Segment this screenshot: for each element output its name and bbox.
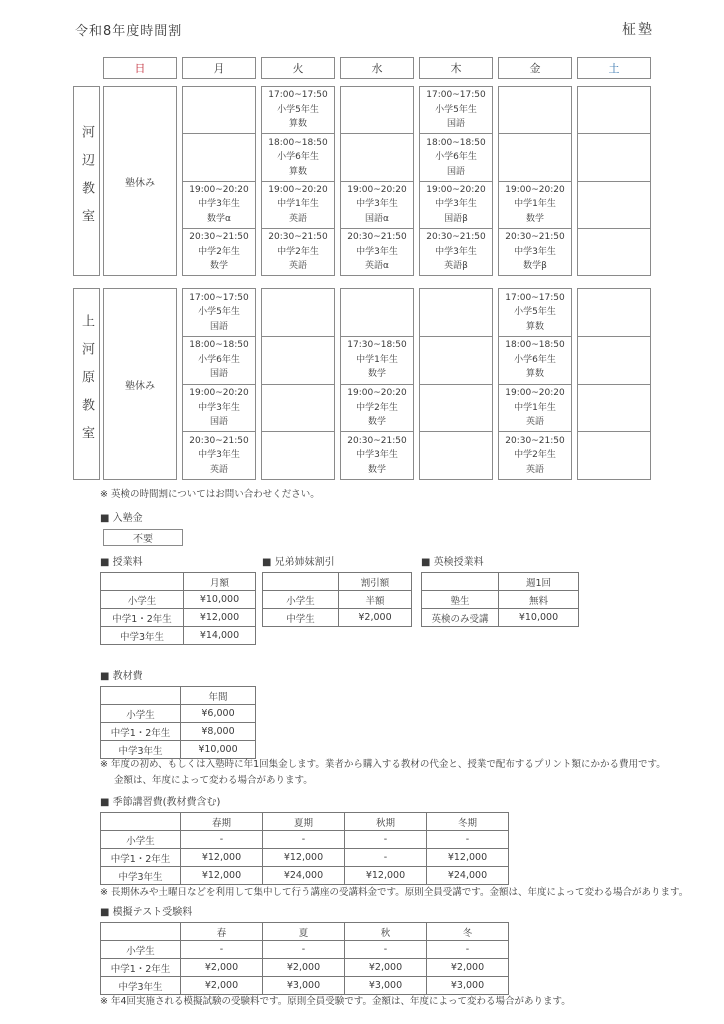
slot-time: 20:30~21:50 [189,232,249,243]
fee-header-row [263,573,412,591]
fee-value: ¥14,000 [184,627,256,645]
slot-time: 20:30~21:50 [189,435,249,446]
empty-slot [420,336,492,384]
fee-row-label: 小学生 [101,591,184,609]
slot-grade: 中学3年生 [435,199,477,210]
slot-subject: 算数 [288,166,307,177]
day-header-tue [261,57,335,79]
fee-header-row [101,923,509,941]
mock-test-fee-block [100,903,509,995]
note-materials-line1: ※ 年度の初め、もしくは入塾時に年1回集金します。業者から購入する教材の代金と、授業で配布するプリント類にかかる費用です。 [100,759,666,770]
day-column-tue [261,288,335,480]
fee-value: - [345,941,427,959]
slot-time: 17:00~17:50 [189,292,249,303]
class-slot [341,431,413,479]
slot-grade: 中学1年生 [514,402,556,413]
empty-slot [578,228,650,275]
empty-slot [499,133,571,180]
class-slot [262,181,334,228]
day-label: 木 [450,62,462,75]
closed-day-cell [104,289,176,479]
classroom-label-box [73,288,100,480]
fee-column-header [263,573,339,591]
materials-title: ■ 教材費 [100,671,143,682]
seasonal-table [100,812,509,885]
day-header-row [103,57,651,79]
fee-value: ¥2,000 [181,959,263,977]
class-slot [183,431,255,479]
fee-value: - [345,831,427,849]
empty-slot [262,384,334,432]
day-column-fri [498,86,572,276]
slot-grade: 小学5年生 [198,307,240,318]
classroom-name: 河辺教室 [79,125,94,237]
slot-time: 19:00~20:20 [505,184,565,195]
timetable-section-kawabe [73,86,651,276]
slot-subject: 英語 [525,417,544,428]
fee-header-row [101,687,256,705]
class-slot [183,181,255,228]
slot-grade: 中学3年生 [198,199,240,210]
slot-grade: 中学3年生 [514,246,556,257]
fee-value: ¥3,000 [427,977,509,995]
fee-value: ¥10,000 [184,591,256,609]
slot-grade: 中学2年生 [198,246,240,257]
materials-fee-block [100,667,256,759]
class-slot [183,228,255,275]
class-slot [183,336,255,384]
day-header-fri [498,57,572,79]
slot-subject: 数学 [367,464,386,475]
fee-column-header: 春期 [181,813,263,831]
empty-slot [262,289,334,336]
day-header-wed [340,57,414,79]
class-slot [499,289,571,336]
fee-value: ¥10,000 [499,609,579,627]
slot-grade: 小学6年生 [514,354,556,365]
fee-row [101,849,509,867]
slot-time: 19:00~20:20 [347,388,407,399]
fee-value: - [181,831,263,849]
empty-slot [341,133,413,180]
fee-value: ¥3,000 [263,977,345,995]
slot-subject: 数学 [367,417,386,428]
fee-row [101,609,256,627]
fee-value: ¥12,000 [184,609,256,627]
day-label: 火 [292,62,304,75]
fee-value: - [427,941,509,959]
fee-header-row [101,573,256,591]
closed-day-cell [104,87,176,275]
fee-row-label: 中学1・2年生 [101,959,181,977]
slot-time: 19:00~20:20 [189,388,249,399]
class-slot [420,228,492,275]
slot-subject: 数学α [207,213,231,224]
slot-subject: 英語 [525,464,544,475]
empty-slot [262,336,334,384]
slot-subject: 数学 [367,369,386,380]
timetable-section-kamigawara [73,288,651,480]
empty-slot [578,181,650,228]
tuition-title: ■ 授業料 [100,557,143,568]
fee-row-label: 中学3年生 [101,977,181,995]
fee-value: ¥12,000 [427,849,509,867]
fee-row [263,591,412,609]
school-name: 柾塾 [622,22,654,38]
slot-time: 20:30~21:50 [505,435,565,446]
fee-value: ¥3,000 [345,977,427,995]
empty-slot [420,289,492,336]
sibling-title: ■ 兄弟姉妹割引 [262,557,335,568]
fee-column-header: 月額 [184,573,256,591]
fee-header-row [422,573,579,591]
fee-row [263,609,412,627]
slot-time: 19:00~20:20 [505,388,565,399]
classroom-label-box [73,86,100,276]
fee-column-header [101,813,181,831]
slot-grade: 中学3年生 [198,402,240,413]
empty-slot [420,384,492,432]
slot-subject: 英語 [288,213,307,224]
slot-subject: 国語 [209,417,228,428]
slot-time: 20:30~21:50 [426,232,486,243]
note-materials-line2: 金額は、年度によって変わる場合があります。 [114,775,313,786]
slot-time: 19:00~20:20 [426,184,486,195]
fee-row [422,591,579,609]
slot-grade: 小学5年生 [277,104,319,115]
fee-value: ¥2,000 [339,609,412,627]
fee-value: ¥2,000 [263,959,345,977]
fee-header-row [101,813,509,831]
fee-column-header: 割引額 [339,573,412,591]
slot-grade: 中学3年生 [198,450,240,461]
closed-label: 塾休み [125,177,155,189]
fee-value: ¥2,000 [427,959,509,977]
mock-title: ■ 模擬テスト受験料 [100,907,193,918]
slot-subject: 国語 [209,321,228,332]
slot-grade: 小学5年生 [435,104,477,115]
slot-grade: 小学6年生 [435,152,477,163]
slot-time: 20:30~21:50 [268,232,328,243]
fee-column-header: 秋期 [345,813,427,831]
day-label: 日 [134,62,146,75]
fee-value: - [427,831,509,849]
class-slot [420,181,492,228]
empty-slot [578,289,650,336]
day-column-wed [340,288,414,480]
slot-time: 20:30~21:50 [347,232,407,243]
fee-value: ¥6,000 [181,705,256,723]
materials-table [100,686,256,759]
slot-subject: 算数 [288,119,307,130]
fee-row-label: 中学1・2年生 [101,609,184,627]
fee-row [101,941,509,959]
slot-subject: 数学 [525,213,544,224]
fee-row-label: 小学生 [101,831,181,849]
slot-grade: 中学2年生 [514,450,556,461]
fee-value: ¥12,000 [181,867,263,885]
empty-slot [578,87,650,133]
class-slot [341,228,413,275]
slot-subject: 英語 [288,261,307,272]
fee-value: - [345,849,427,867]
fee-row-label: 小学生 [101,941,181,959]
slot-grade: 中学1年生 [277,199,319,210]
seasonal-title: ■ 季節講習費(教材費含む) [100,797,221,808]
slot-grade: 小学6年生 [277,152,319,163]
fee-value: ¥12,000 [181,849,263,867]
slot-grade: 中学3年生 [356,199,398,210]
day-column-sat [577,86,651,276]
day-column-mon [182,86,256,276]
class-slot [499,431,571,479]
fee-value: 無料 [499,591,579,609]
fee-value: ¥24,000 [427,867,509,885]
sibling-table [262,572,412,627]
day-column-mon [182,288,256,480]
empty-slot [578,336,650,384]
slot-subject: 数学 [209,261,228,272]
class-slot [499,336,571,384]
admission-fee-title: ■ 入塾金 [100,513,143,524]
fee-column-header [101,687,181,705]
class-slot [262,87,334,133]
slot-grade: 中学3年生 [356,450,398,461]
slot-time: 19:00~20:20 [189,184,249,195]
closed-label: 塾休み [125,380,155,392]
fee-value: ¥2,000 [345,959,427,977]
slot-grade: 中学3年生 [356,246,398,257]
slot-subject: 国語β [444,213,468,224]
class-slot [341,384,413,432]
slot-grade: 中学2年生 [277,246,319,257]
slot-time: 18:00~18:50 [268,137,328,148]
class-slot [420,133,492,180]
note-seasonal: ※ 長期休みや土曜日などを利用して集中して行う講座の受講料金です。原則全員受講です。金額は、年度によって変わる場合があります。 [100,887,689,898]
empty-slot [262,431,334,479]
fee-row [101,723,256,741]
slot-grade: 小学6年生 [198,354,240,365]
class-slot [499,181,571,228]
fee-row [101,705,256,723]
class-slot [499,228,571,275]
fee-column-header: 春 [181,923,263,941]
fee-row [101,977,509,995]
sibling-discount-block [262,553,412,627]
empty-slot [341,87,413,133]
slot-time: 18:00~18:50 [426,137,486,148]
empty-slot [341,289,413,336]
day-label: 月 [213,62,225,75]
fee-row-label: 中学1・2年生 [101,849,181,867]
fee-row [101,627,256,645]
fee-row-label: 中学1・2年生 [101,723,181,741]
slot-grade: 中学1年生 [514,199,556,210]
eiken-table [421,572,579,627]
slot-subject: 英語 [209,464,228,475]
slot-subject: 国語 [446,119,465,130]
fee-column-header: 年間 [181,687,256,705]
classroom-name: 上河原教室 [79,314,94,454]
slot-subject: 算数 [525,369,544,380]
class-slot [183,384,255,432]
day-column-sun [103,288,177,480]
day-header-thu [419,57,493,79]
slot-time: 18:00~18:50 [505,340,565,351]
fee-row [101,867,509,885]
fee-column-header [422,573,499,591]
fee-column-header [101,573,184,591]
day-column-sun [103,86,177,276]
slot-grade: 中学2年生 [356,402,398,413]
fee-row [101,831,509,849]
day-label: 水 [371,62,383,75]
day-header-sun [103,57,177,79]
fee-row-label: 中学3年生 [101,867,181,885]
eiken-title: ■ 英検授業料 [421,557,484,568]
admission-fee-value: 不要 [133,534,153,545]
empty-slot [578,384,650,432]
class-slot [183,289,255,336]
fee-value: ¥10,000 [181,741,256,759]
empty-slot [578,431,650,479]
slot-subject: 国語 [209,369,228,380]
day-columns [103,288,651,480]
slot-grade: 中学3年生 [435,246,477,257]
fee-column-header: 冬期 [427,813,509,831]
day-column-thu [419,288,493,480]
fee-value: ¥12,000 [263,849,345,867]
tuition-table [100,572,256,645]
class-slot [341,181,413,228]
slot-subject: 国語 [446,166,465,177]
empty-slot [183,87,255,133]
eiken-fee-block [421,553,579,627]
slot-subject: 英語β [444,261,468,272]
day-column-tue [261,86,335,276]
fee-column-header: 週1回 [499,573,579,591]
fee-row-label: 英検のみ受講 [422,609,499,627]
fee-row [422,609,579,627]
fee-row-label: 中学3年生 [101,741,181,759]
fee-column-header: 秋 [345,923,427,941]
slot-time: 17:00~17:50 [268,90,328,101]
fee-row-label: 小学生 [263,591,339,609]
slot-time: 19:00~20:20 [347,184,407,195]
fee-value: ¥2,000 [181,977,263,995]
tuition-fee-block [100,553,256,645]
fee-row [101,959,509,977]
fee-value: - [263,941,345,959]
note-mock-test: ※ 年4回実施される模擬試験の受験料です。原則全員受験です。金額は、年度によって変わる場合があります。 [100,996,571,1007]
empty-slot [420,431,492,479]
fee-row-label: 塾生 [422,591,499,609]
day-header-mon [182,57,256,79]
class-slot [262,133,334,180]
admission-fee-block [100,509,183,546]
day-column-fri [498,288,572,480]
page-title: 令和8年度時間割 [75,24,183,39]
slot-subject: 英語α [365,261,389,272]
slot-grade: 小学5年生 [514,307,556,318]
slot-time: 17:00~17:50 [426,90,486,101]
fee-value: - [263,831,345,849]
empty-slot [578,133,650,180]
day-column-sat [577,288,651,480]
empty-slot [499,87,571,133]
day-label: 金 [529,62,541,75]
fee-column-header: 冬 [427,923,509,941]
slot-time: 17:00~17:50 [505,292,565,303]
fee-row [101,591,256,609]
fee-column-header [101,923,181,941]
fee-column-header: 夏期 [263,813,345,831]
seasonal-fee-block [100,793,509,885]
class-slot [499,384,571,432]
fee-value: ¥12,000 [345,867,427,885]
day-label: 土 [608,62,620,75]
slot-subject: 国語α [365,213,389,224]
slot-time: 19:00~20:20 [268,184,328,195]
fee-value: - [181,941,263,959]
class-slot [420,87,492,133]
fee-row-label: 中学3年生 [101,627,184,645]
day-column-wed [340,86,414,276]
slot-time: 20:30~21:50 [347,435,407,446]
slot-grade: 中学1年生 [356,354,398,365]
fee-row-label: 中学生 [263,609,339,627]
day-column-thu [419,86,493,276]
fee-value: 半額 [339,591,412,609]
mock-table [100,922,509,995]
slot-subject: 数学β [523,261,547,272]
class-slot [341,336,413,384]
admission-fee-value-box [103,529,183,546]
empty-slot [183,133,255,180]
day-header-sat [577,57,651,79]
slot-time: 20:30~21:50 [505,232,565,243]
slot-time: 17:30~18:50 [347,340,407,351]
note-eiken-schedule: ※ 英検の時間割についてはお問い合わせください。 [100,489,320,500]
slot-subject: 算数 [525,321,544,332]
fee-row-label: 小学生 [101,705,181,723]
fee-column-header: 夏 [263,923,345,941]
fee-value: ¥24,000 [263,867,345,885]
class-slot [262,228,334,275]
fee-value: ¥8,000 [181,723,256,741]
slot-time: 18:00~18:50 [189,340,249,351]
day-columns [103,86,651,276]
